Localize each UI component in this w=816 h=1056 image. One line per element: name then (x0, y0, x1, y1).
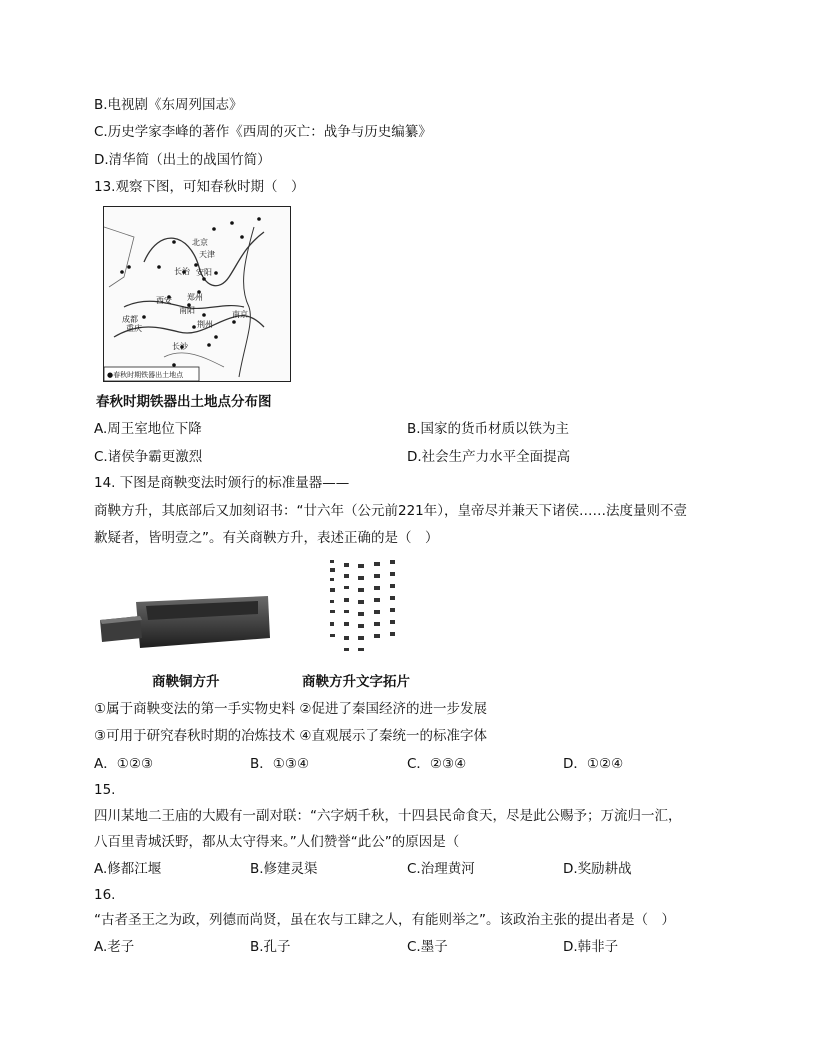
city-label: 北京 (192, 238, 208, 247)
q15-option-d: D.奖励耕战 (563, 861, 632, 877)
q14-statement-line-2: ③可用于研究春秋时期的冶炼技术 ④直观展示了秦统一的标准字体 (94, 728, 487, 744)
q14-option-c: C．②③④ (407, 756, 467, 772)
city-label: 荆州 (197, 320, 213, 329)
city-label: 成都 (122, 315, 138, 324)
q14-option-d: D．①②④ (563, 756, 624, 772)
city-label: 南京 (232, 310, 248, 319)
q14-option-b: B．①③④ (250, 756, 310, 772)
q14-stem: 14. 下图是商鞅变法时颁行的标准量器—— (94, 475, 350, 491)
q16-option-b: B.孔子 (250, 939, 291, 955)
q14-text-line-3: 歉疑者，皆明壹之”。有关商鞅方升，表述正确的是（ ） (94, 530, 439, 546)
option-b-line: B.电视剧《东周列国志》 (94, 97, 243, 113)
q15-option-c: C.治理黄河 (407, 861, 475, 877)
q15-number: 15. (94, 782, 116, 798)
map-legend: ●春秋时期铁器出土地点 (107, 371, 184, 379)
map-drawing (104, 207, 290, 381)
city-label: 长治 (174, 267, 190, 276)
q15-option-b: B.修建灵渠 (250, 861, 318, 877)
q14-text-line-2: 商鞅方升，其底部后又加刻诏书：“廿六年（公元前221年），皇帝尽并兼天下诸侯……法度量则不壹 (94, 503, 688, 519)
q15-text-line-1: 四川某地二王庙的大殿有一副对联：“六字炳千秋，十四县民命食天，尽是此公赐予；万流归一汇， (94, 808, 682, 824)
q15-option-a: A.修都江堰 (94, 861, 162, 877)
bronze-measure-caption: 商鞅铜方升 (152, 674, 220, 690)
q15-text-line-2: 八百里青城沃野，都从太守得来。”人们赞誉“此公”的原因是（ (94, 834, 460, 850)
q16-option-d: D.韩非子 (563, 939, 619, 955)
q16-option-a: A.老子 (94, 939, 135, 955)
q13-option-a: A.周王室地位下降 (94, 421, 202, 437)
bronze-measure-image (98, 590, 273, 660)
q16-number: 16. (94, 887, 116, 903)
q14-statement-line-1: ①属于商鞅变法的第一手实物史料 ②促进了秦国经济的进一步发展 (94, 701, 487, 717)
city-label: 郑州 (187, 293, 203, 302)
q13-option-d: D.社会生产力水平全面提高 (407, 449, 571, 465)
map-caption: 春秋时期铁器出土地点分布图 (96, 394, 272, 410)
city-label: 南阳 (179, 306, 195, 315)
city-label: 重庆 (126, 324, 142, 333)
option-c-line: C.历史学家李峰的著作《西周的灭亡：战争与历史编纂》 (94, 124, 432, 140)
city-label: 长沙 (172, 342, 188, 351)
city-label: 天津 (199, 250, 215, 259)
q13-option-c: C.诸侯争霸更激烈 (94, 449, 203, 465)
q13-stem: 13.观察下图，可知春秋时期（ ） (94, 179, 305, 195)
city-label: 西安 (156, 296, 172, 305)
option-d-line: D.清华简（出土的战国竹简） (94, 152, 271, 168)
rubbing-caption: 商鞅方升文字拓片 (302, 674, 410, 690)
inscription-rubbing-image (320, 558, 410, 658)
q16-text-line-1: “古者圣王之为政，列德而尚贤，虽在农与工肆之人，有能则举之”。该政治主张的提出者是（ ） (94, 912, 675, 928)
q13-option-b: B.国家的货币材质以铁为主 (407, 421, 570, 437)
q14-option-a: A．①②③ (94, 756, 154, 772)
iron-artifacts-map (103, 206, 291, 382)
city-label: 安阳 (196, 268, 212, 277)
q16-option-c: C.墨子 (407, 939, 448, 955)
